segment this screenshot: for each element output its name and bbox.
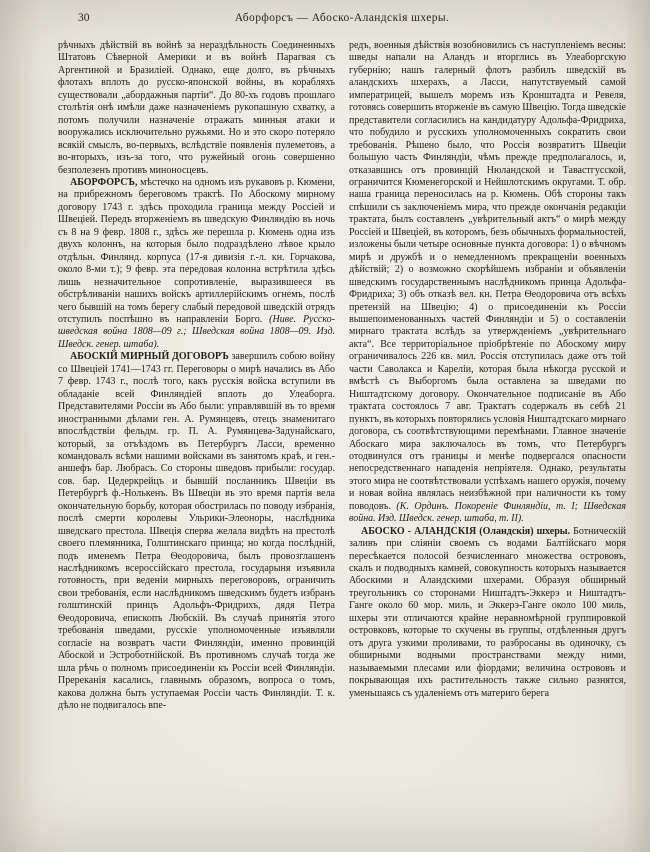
entry-headword: АБОСКО - АЛАНДСКІЯ (Оландскія) шхеры. bbox=[361, 525, 571, 537]
entry-reference: (Ниве. Русско-шведская война 1808—09 г.; Шведская война 1808—09. Изд. Шведск. генер. штаба). bbox=[58, 313, 335, 350]
entry-reference: (К. Ординъ. Покореніе Финляндіи, т. I; Шведская война. Изд. Шведск. генер. штаба, т. II). bbox=[349, 500, 626, 525]
paragraph-text: рѣчныхъ дѣйствій въ войнѣ за нераздѣльность Соединенныхъ Штатовъ Сѣверной Америки и въ войнѣ Парагвая съ Аргентиной и Бразиліей. Однако, еще долго, въ рѣчныхъ флотахъ вплоть до русско-японской войны, въ корабляхъ существовали „абордажныя партіи“. До 80-хъ годовъ прошлаго столѣтія онѣ имѣли даже назначеніемъ рукопашную схватку, а потомъ получили назначеніе отражать минныя атаки и вооружались исключительно ружьями. Но и это скоро потеряло всякій смыслъ, во-первыхъ, вслѣдствіе появленія пулеметовъ, а во-вторыхъ, изъ-за того, что ружейный огонь совершенно безполезенъ противъ миноносцевъ. bbox=[58, 40, 335, 176]
paragraph-continuation bbox=[58, 40, 335, 177]
entry-text: мѣстечко на одномъ изъ рукавовъ р. Кюмени, на прибрежномъ береговомъ трактѣ. По Абоскому мирному договору 1743 г. здѣсь проходила граница между Россіей и Швеціей. Передъ вторженіемъ въ шведскую Финляндію въ ночь съ 8 на 9 февр. 1808 г., здѣсь же перешла р. Кюмень одна изъ двухъ колоннъ, на которыя было подраздѣлено лѣвое крыло отдѣльн. Финлянд. корпуса (17-я дивизія г.-л. кн. Горчакова, около 8-ми т.); 9 февр. эта передовая колонна встрѣтила здѣсь лишь незначительное сопротивленіе, выразившееся въ обстрѣливаніи нашихъ войскъ артиллерійскимъ огнемъ, послѣ чего бывшій на томъ берегу слабый передовой шведскій отрядъ отступилъ поспѣшно въ направленіи Борго. bbox=[58, 176, 335, 325]
entry-text: Ботническій заливъ при сліяніи своемъ съ водами Балтійскаго моря пересѣкается полосой безчисленнаго множества острововъ, скалъ и подводныхъ камней, совокупность которыхъ называется Абоскими и Аландскими шхерами. Образуя обширный треугольникъ со сторонами Ништадтъ-Эккерэ и Ништадтъ-Ганге около 60 мор. миль, и Эккерэ-Ганге около 100 миль, шхеры эти отличаются крайне неравномѣрной группировкой островковъ, которые то скучены въ группы, отдѣленныя другъ отъ друга узкими проливами, то разбросаны въ одиночку, съ обширными водными пространствами между ними, называемыми плесами или фіордами; величина острововъ и покрывающая ихъ растительность также сильно разнятся, уменьшаясь съ удаленіемъ отъ материго берега bbox=[349, 525, 626, 699]
running-title: Аборфорсъ — Абоско-Аландскія шхеры. bbox=[234, 12, 450, 24]
right-column bbox=[349, 40, 626, 848]
left-column bbox=[58, 40, 335, 848]
paragraph-text: редъ, военныя дѣйствія возобновились съ наступленіемъ весны: шведы напали на Аландъ и вторглись въ Улеаборгскую губернію; нашъ галерный флотъ разбилъ шведскій въ аландскихъ шхерахъ, а Ласси, напутствуемый самой императрицей, вышелъ моремъ изъ Кронштадта и Ревеля, готовясь совершить вторженіе въ самую Швецію. Тогда шведскіе представители согласились на кандидатуру Адольфа-Фридриха, что побудило и русскихъ уполномоченныхъ сократить свои требованія. Рѣшено было, что Россія возвратитъ Швеціи большую часть Финляндіи, чѣмъ прежде предполагалось, и, отказавшись отъ провинцій Нюландской и Тавастгусской, ограничится Кюменегорской и Нейшлотскимъ округами. Т. обр. наша граница переносилась на р. Кюмень. Обѣ стороны такъ спѣшили съ заключеніемъ мира, что прежде окончанія редакціи трактата, былъ составленъ „увѣрительный актъ“ о мирѣ между Россіей и Швеціей, въ которомъ, безъ обычныхъ формальностей, изложены были четыре основные пункта договора: 1) о вѣчномъ мирѣ и дружбѣ и о немедленномъ прекращеніи военныхъ дѣйствій; 2) о возможно скорѣйшемъ избраніи и объявленіи шведскимъ государственнымъ наслѣдникомъ принца Адольфа-Фридриха; 3) объ отказѣ вел. кн. Петра Ѳеодоровича отъ всѣхъ претензій на Швецію; 4) о присоединеніи къ Россіи вышепоименованныхъ частей Финляндіи и 5) о составленіи мирнаго трактата вслѣдъ за утвержденіемъ „увѣрительнаго акта“. Все территоріальное пріобрѣтеніе по Абоскому миру ограничивалось 226 кв. мил. Россія отступилась даже отъ той части Саволакса и Кареліи, которая была нѣкогда русской и вмѣстѣ съ Выборгомъ была оставлена за шведами по Ништадтскому договору. Окончательное подписаніе въ Або трактата состоялось 7 авг. Трактатъ содержалъ въ себѣ 21 пунктъ, въ которыхъ повторялись условія Ништадтскаго мирнаго договора, съ соотвѣтствующими перемѣнами. Главное значеніе Абоскаго мира заключалось въ томъ, что Петербургъ отодвинулся отъ границы и менѣе подвергался опасности непосредственнаго нападенія непріятеля. Однако, результаты этого мира не соотвѣтствовали успѣхамъ нашего оружія, почему и новая война являлась неизбѣжной при наличности къ тому поводовъ. bbox=[349, 40, 626, 512]
paragraph-continuation bbox=[349, 40, 626, 526]
entry-abosko-alandskie-shkhery bbox=[349, 526, 626, 700]
entry-headword: АБОСКІЙ МИРНЫЙ ДОГОВОРЪ bbox=[70, 351, 229, 363]
page-number: 30 bbox=[78, 12, 90, 24]
text-columns bbox=[58, 40, 626, 848]
entry-text: завершилъ собою войну со Швеціей 1741—1743 гг. Переговоры о мирѣ начались въ Або 7 февр. 1743 г., послѣ того, какъ русскія войска вступили въ обладаніе всей Финляндіей вплоть до Улеаборга. Представителями Россіи въ Або были: управлявшій въ то время иностранными дѣлами ген. А. Румянцевъ, отецъ знаменитаго впослѣдствіи фельдм. гр. П. А. Румянцева-Задунайскаго, который, за отъѣздомъ въ Петербургъ Ласси, временно командовалъ всѣми нашими войсками въ занятомъ краѣ, и ген.-аншефъ бар. Любрасъ. Со стороны шведовъ прибыли: государ. сов. бар. Цедеркрейцъ и бывшій посланникъ Швеціи въ Петербургѣ ф.-Нолькенъ. Въ Швеціи въ это время партія вела окончательную борьбу, которая обострилась по поводу избранія, послѣ смерти королевы Ульрики-Элеоноры, наслѣдника шведскаго престола. Швеція сперва желала видѣть на престолѣ своего племянника, Голштинскаго принца; но когда послѣдній, подъ именемъ Петра Ѳеодоровича, былъ провозглашенъ наслѣдникомъ всероссійскаго престола, государыня изъявила готовность, при веденіи мирныхъ переговоровъ, ограничить свои требованія, если наслѣдникомъ шведскимъ будетъ избранъ голштинскій принцъ Адольфъ-Фридрихъ, дядя Петра Ѳеодоровича, епископъ Любскій. Въ случаѣ принятія этого требованія шведами, русскіе уполномоченные изъявляли согласіе на возвратъ части Финляндіи, именно провинцій Абоской и Эстроботнійской. Въ противномъ случаѣ тогда же шла рѣчь о полномъ присоединеніи къ Россіи всей Финляндіи. Пререканія касались, главнымъ образомъ, вопроса о томъ, какова должна быть уступаемая Россіи часть Финляндіи. Т. к. дѣло не подвигалось впе- bbox=[58, 351, 335, 712]
page-header bbox=[58, 12, 626, 28]
entry-headword: АБОРФОРСЪ, bbox=[70, 176, 138, 188]
entry-aboskij-mirnyj-dogovor bbox=[58, 351, 335, 712]
entry-aborfors bbox=[58, 177, 335, 351]
